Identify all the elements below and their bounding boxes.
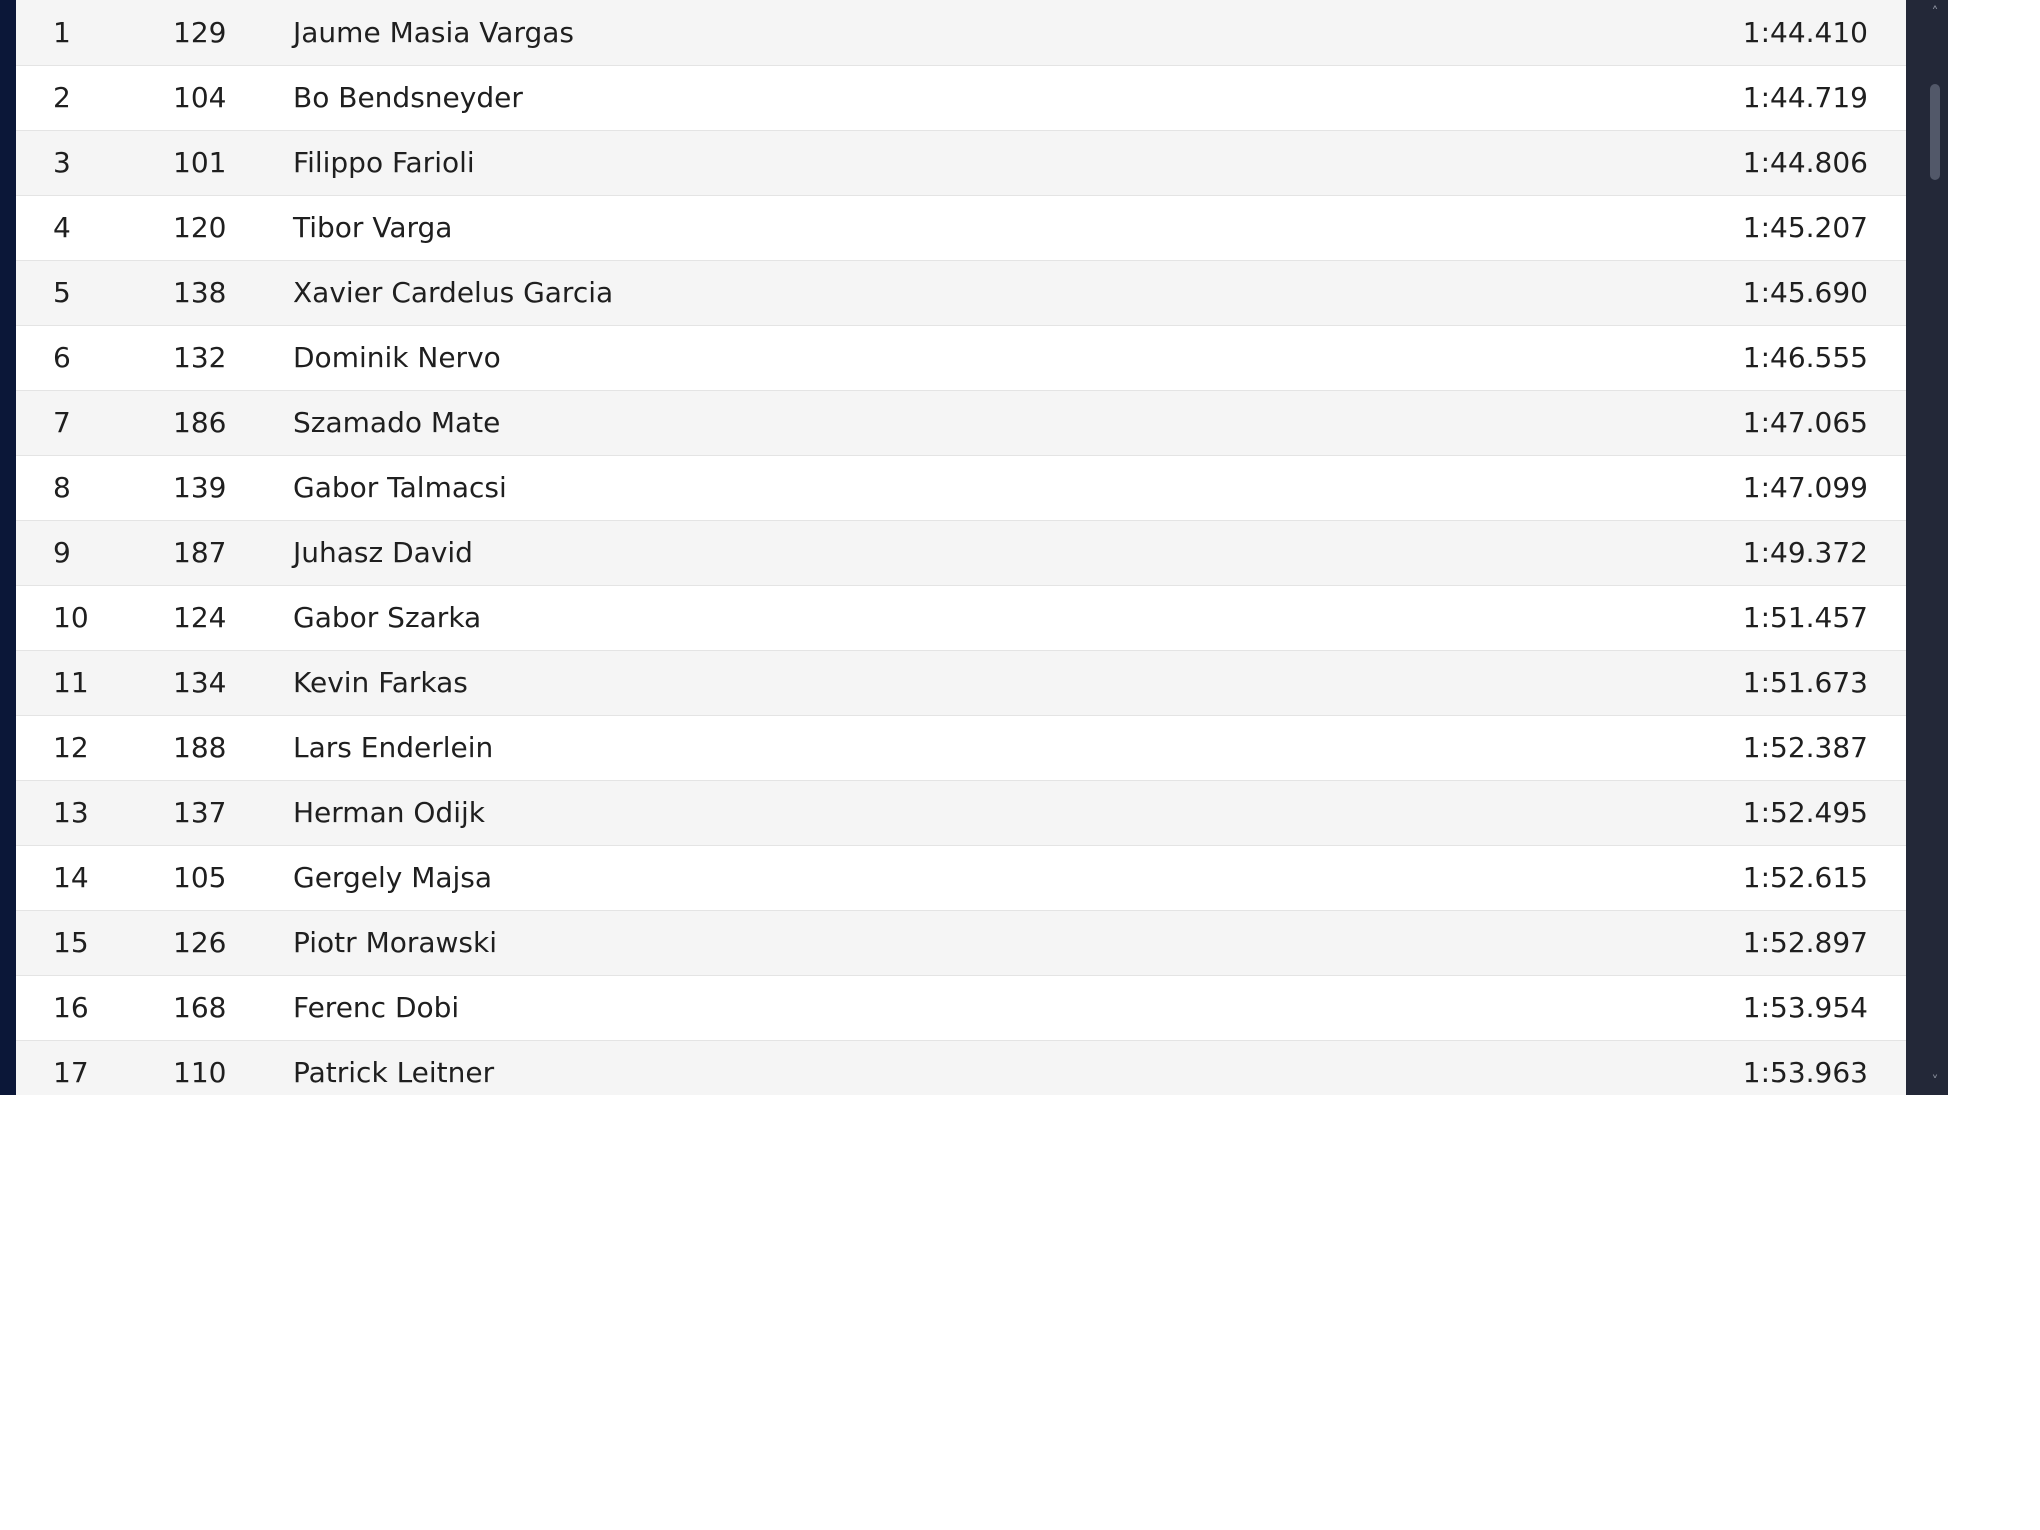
lap-time-cell: 1:52.615 — [1742, 861, 1868, 894]
position-cell: 10 — [53, 601, 89, 634]
table-row[interactable] — [16, 780, 1906, 845]
rider-name-cell: Ferenc Dobi — [293, 991, 460, 1024]
lap-time-cell: 1:52.495 — [1742, 796, 1868, 829]
scrollbar-thumb[interactable] — [1930, 84, 1940, 180]
lap-time-cell: 1:52.387 — [1742, 731, 1868, 764]
table-row[interactable] — [16, 585, 1906, 650]
lap-time-cell: 1:53.954 — [1742, 991, 1868, 1024]
rider-number-cell: 126 — [173, 926, 227, 959]
rider-name-cell: Dominik Nervo — [293, 341, 501, 374]
rider-number-cell: 168 — [173, 991, 227, 1024]
rider-name-cell: Gabor Talmacsi — [293, 471, 507, 504]
lap-time-cell: 1:49.372 — [1742, 536, 1868, 569]
rider-name-cell: Bo Bendsneyder — [293, 81, 523, 114]
position-cell: 13 — [53, 796, 89, 829]
table-row[interactable] — [16, 195, 1906, 260]
table-row[interactable] — [16, 455, 1906, 520]
table-row[interactable] — [16, 0, 1906, 65]
rider-number-cell: 134 — [173, 666, 227, 699]
rider-number-cell: 188 — [173, 731, 227, 764]
rider-name-cell: Jaume Masia Vargas — [293, 15, 574, 49]
table-row[interactable] — [16, 325, 1906, 390]
position-cell: 9 — [53, 536, 71, 569]
table-row[interactable] — [16, 910, 1906, 975]
rider-name-cell: Kevin Farkas — [293, 666, 468, 699]
rider-number-cell: 104 — [173, 81, 227, 114]
table-row[interactable] — [16, 650, 1906, 715]
lap-time-cell: 1:53.963 — [1742, 1056, 1868, 1089]
table-row[interactable] — [16, 390, 1906, 455]
position-cell: 8 — [53, 471, 71, 504]
lap-time-cell: 1:51.457 — [1742, 601, 1868, 634]
position-cell: 6 — [53, 341, 71, 374]
position-cell: 17 — [53, 1056, 89, 1089]
table-row[interactable] — [16, 845, 1906, 910]
rider-number-cell: 120 — [173, 211, 227, 244]
rider-name-cell: Patrick Leitner — [293, 1056, 495, 1089]
position-cell: 5 — [53, 276, 71, 309]
chevron-down-icon[interactable]: ˅ — [1931, 1074, 1939, 1090]
rider-name-cell: Filippo Farioli — [293, 146, 475, 179]
table-row[interactable] — [16, 130, 1906, 195]
rider-number-cell: 124 — [173, 601, 227, 634]
lap-time-cell: 1:46.555 — [1742, 341, 1868, 374]
rider-number-cell: 138 — [173, 276, 227, 309]
lap-time-cell: 1:44.410 — [1742, 15, 1868, 49]
lap-time-cell: 1:44.806 — [1742, 146, 1868, 179]
table-row[interactable] — [16, 520, 1906, 585]
rider-name-cell: Szamado Mate — [293, 406, 501, 439]
rider-name-cell: Juhasz David — [293, 536, 473, 569]
table-row[interactable] — [16, 65, 1906, 130]
position-cell: 2 — [53, 81, 71, 114]
lap-time-cell: 1:45.207 — [1742, 211, 1868, 244]
rider-name-cell: Tibor Varga — [293, 211, 453, 244]
rider-number-cell: 139 — [173, 471, 227, 504]
position-cell: 14 — [53, 861, 89, 894]
rider-number-cell: 187 — [173, 536, 227, 569]
rider-name-cell: Lars Enderlein — [293, 731, 494, 764]
lap-time-cell: 1:52.897 — [1742, 926, 1868, 959]
position-cell: 12 — [53, 731, 89, 764]
position-cell: 11 — [53, 666, 89, 699]
rider-number-cell: 110 — [173, 1056, 227, 1089]
rider-name-cell: Gabor Szarka — [293, 601, 482, 634]
position-cell: 4 — [53, 211, 71, 244]
lap-time-cell: 1:47.065 — [1742, 406, 1868, 439]
rider-name-cell: Herman Odijk — [293, 796, 485, 829]
position-cell: 16 — [53, 991, 89, 1024]
position-cell: 15 — [53, 926, 89, 959]
rider-number-cell: 137 — [173, 796, 227, 829]
rider-number-cell: 132 — [173, 341, 227, 374]
table-row[interactable] — [16, 715, 1906, 780]
rider-name-cell: Xavier Cardelus Garcia — [293, 276, 614, 309]
rider-name-cell: Piotr Morawski — [293, 926, 498, 959]
lap-time-cell: 1:47.099 — [1742, 471, 1868, 504]
results-table — [16, 0, 1906, 1095]
position-cell: 3 — [53, 146, 71, 179]
position-cell: 1 — [53, 15, 71, 49]
lap-time-cell: 1:45.690 — [1742, 276, 1868, 309]
rider-number-cell: 186 — [173, 406, 227, 439]
rider-number-cell: 101 — [173, 146, 227, 179]
chevron-up-icon[interactable]: ˄ — [1931, 5, 1939, 21]
table-row[interactable] — [16, 260, 1906, 325]
results-table-body — [16, 0, 1906, 1095]
rider-number-cell: 105 — [173, 861, 227, 894]
rider-number-cell: 129 — [173, 15, 227, 49]
position-cell: 7 — [53, 406, 71, 439]
lap-time-cell: 1:44.719 — [1742, 81, 1868, 114]
vertical-scrollbar[interactable] — [1906, 0, 1948, 1095]
rider-name-cell: Gergely Majsa — [293, 861, 493, 894]
table-row[interactable] — [16, 975, 1906, 1040]
lap-time-cell: 1:51.673 — [1742, 666, 1868, 699]
table-row[interactable] — [16, 1040, 1906, 1095]
